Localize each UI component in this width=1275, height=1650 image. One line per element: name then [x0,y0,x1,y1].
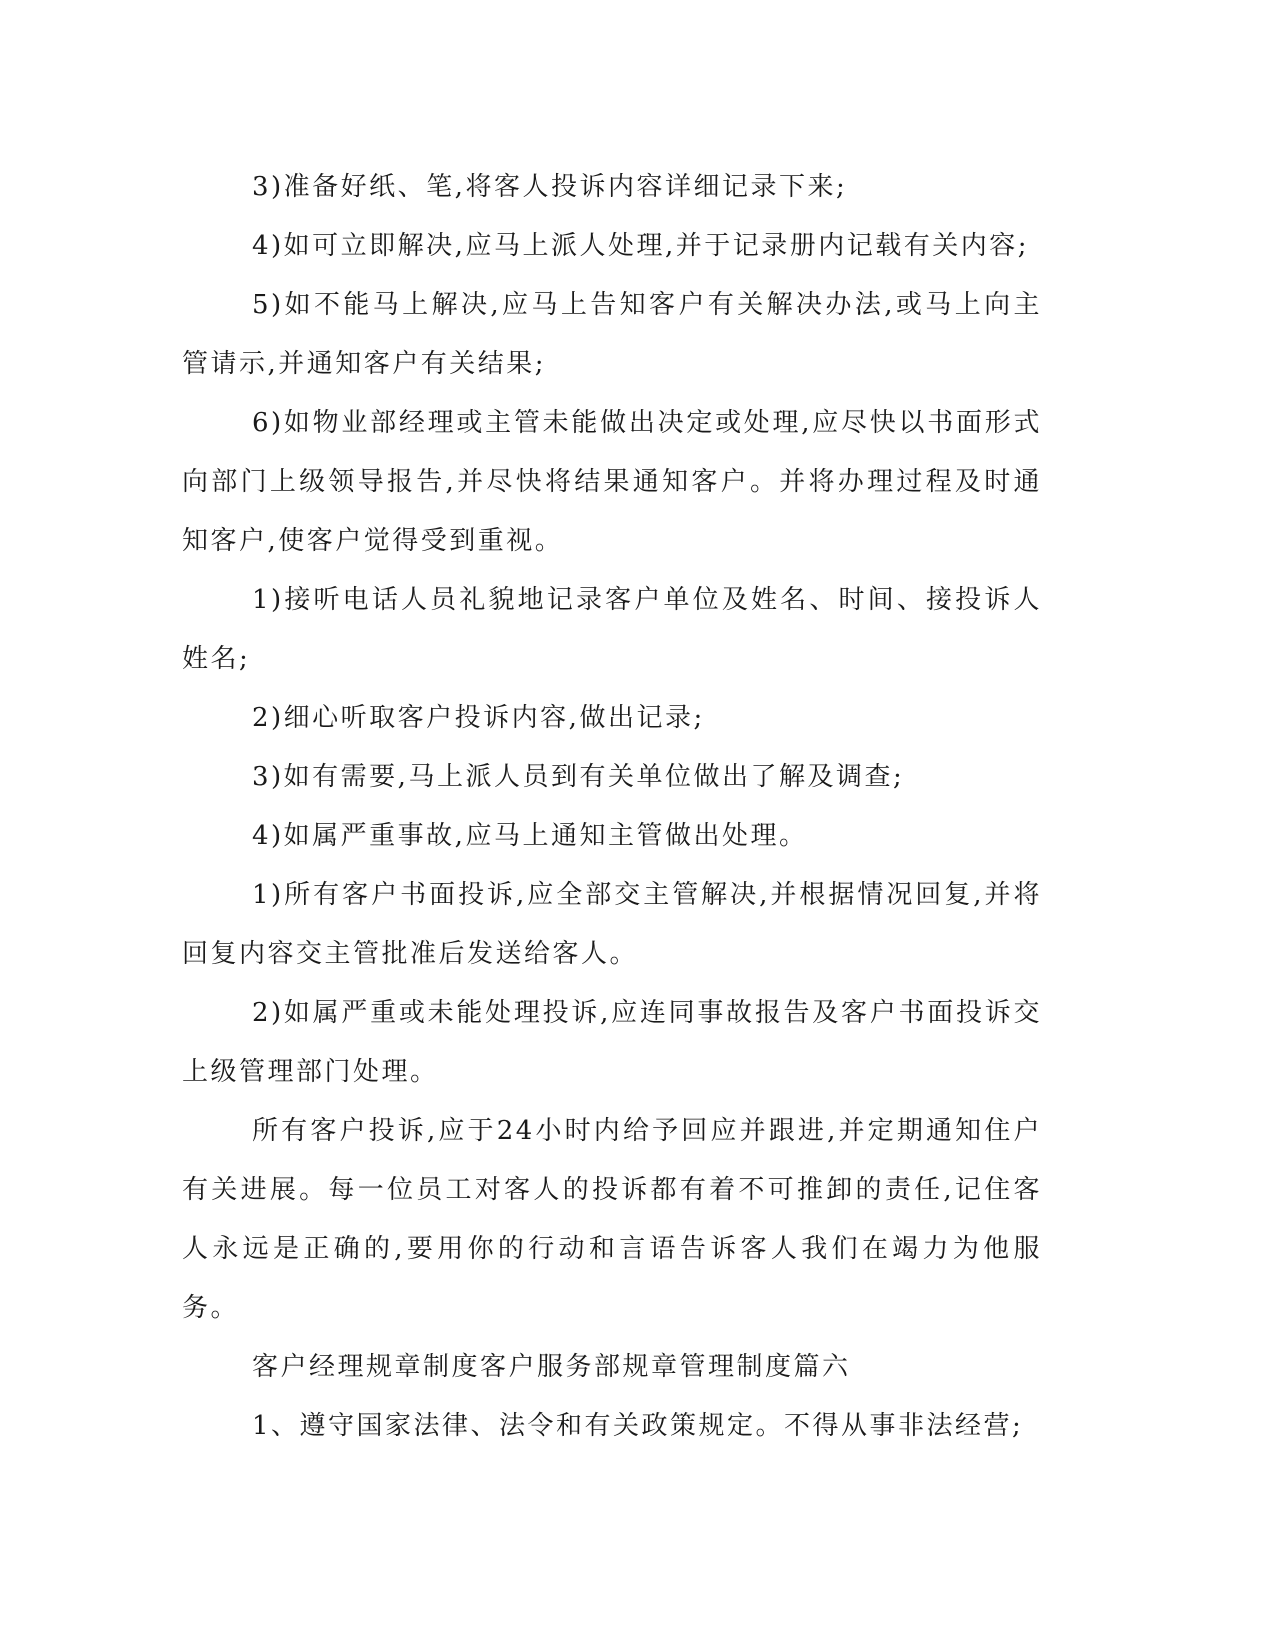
paragraph-7: 3)如有需要,马上派人员到有关单位做出了解及调查; [252,762,905,792]
paragraph-1: 3)准备好纸、笔,将客人投诉内容详细记录下来; [252,172,848,202]
paragraph-4: 6)如物业部经理或主管未能做出决定或处理,应尽快以书面形式向部门上级领导报告,并尽快将结果通知客户。并将办理过程及时通知客户,使客户觉得受到重视。 [182,408,1042,556]
paragraph-11: 所有客户投诉,应于24小时内给予回应并跟进,并定期通知住户有关进展。每一位员工对客人的投诉都有着不可推卸的责任,记住客人永远是正确的,要用你的行动和言语告诉客人我们在竭力为他服务。 [182,1116,1042,1323]
paragraph-3: 5)如不能马上解决,应马上告知客户有关解决办法,或马上向主管请示,并通知客户有关结果; [182,290,1042,379]
paragraph-6: 2)细心听取客户投诉内容,做出记录; [252,703,705,733]
section-heading: 客户经理规章制度客户服务部规章管理制度篇六 [252,1352,851,1382]
paragraph-5: 1)接听电话人员礼貌地记录客户单位及姓名、时间、接投诉人姓名; [182,585,1042,674]
document-body [182,158,1042,1456]
paragraph-12: 1、遵守国家法律、法令和有关政策规定。不得从事非法经营; [252,1411,1024,1441]
paragraph-9: 1)所有客户书面投诉,应全部交主管解决,并根据情况回复,并将回复内容交主管批准后发送给客人。 [182,880,1042,969]
paragraph-8: 4)如属严重事故,应马上通知主管做出处理。 [252,821,808,851]
paragraph-10: 2)如属严重或未能处理投诉,应连同事故报告及客户书面投诉交上级管理部门处理。 [182,998,1042,1087]
paragraph-2: 4)如可立即解决,应马上派人处理,并于记录册内记载有关内容; [252,231,1029,261]
